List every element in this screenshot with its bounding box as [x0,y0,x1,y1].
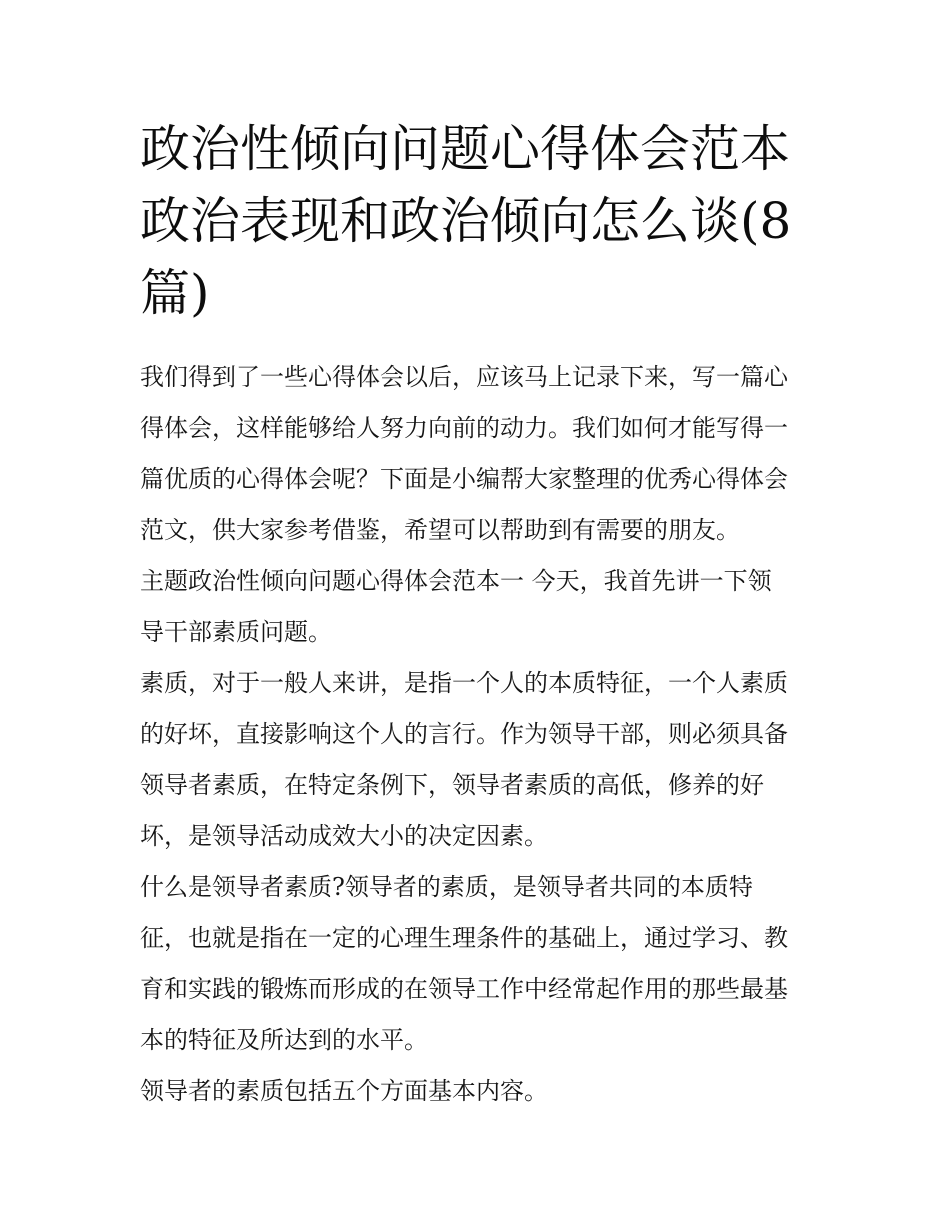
document-title [140,113,812,329]
body-line: 素质，对于一般人来讲，是指一个人的本质特征，一个人素质 [140,669,788,697]
document-body [140,352,820,1117]
title-line: 政治性倾向问题心得体会范本 [140,120,790,178]
body-line: 导干部素质问题。 [140,618,332,646]
title-line: 篇) [140,264,210,322]
body-line: 的好坏，直接影响这个人的言行。作为领导干部，则必须具备 [140,720,788,748]
body-line: 得体会，这样能够给人努力向前的动力。我们如何才能写得一 [140,414,788,442]
body-line: 什么是领导者素质?领导者的素质，是领导者共同的本质特 [140,873,753,901]
body-line: 本的特征及所达到的水平。 [140,1026,428,1054]
body-line: 征，也就是指在一定的心理生理条件的基础上，通过学习、教 [140,924,788,952]
body-line: 我们得到了一些心得体会以后，应该马上记录下来，写一篇心 [140,363,788,391]
body-line: 主题政治性倾向问题心得体会范本一 今天，我首先讲一下领 [140,567,772,595]
body-line: 育和实践的锻炼而形成的在领导工作中经常起作用的那些最基 [140,975,788,1003]
title-line: 政治表现和政治倾向怎么谈(8 [140,192,792,250]
body-line: 领导者素质，在特定条例下，领导者素质的高低，修养的好 [140,771,764,799]
body-line: 领导者的素质包括五个方面基本内容。 [140,1077,548,1105]
body-line: 坏，是领导活动成效大小的决定因素。 [140,822,548,850]
body-line: 范文，供大家参考借鉴，希望可以帮助到有需要的朋友。 [140,516,740,544]
body-line: 篇优质的心得体会呢？下面是小编帮大家整理的优秀心得体会 [140,465,788,493]
